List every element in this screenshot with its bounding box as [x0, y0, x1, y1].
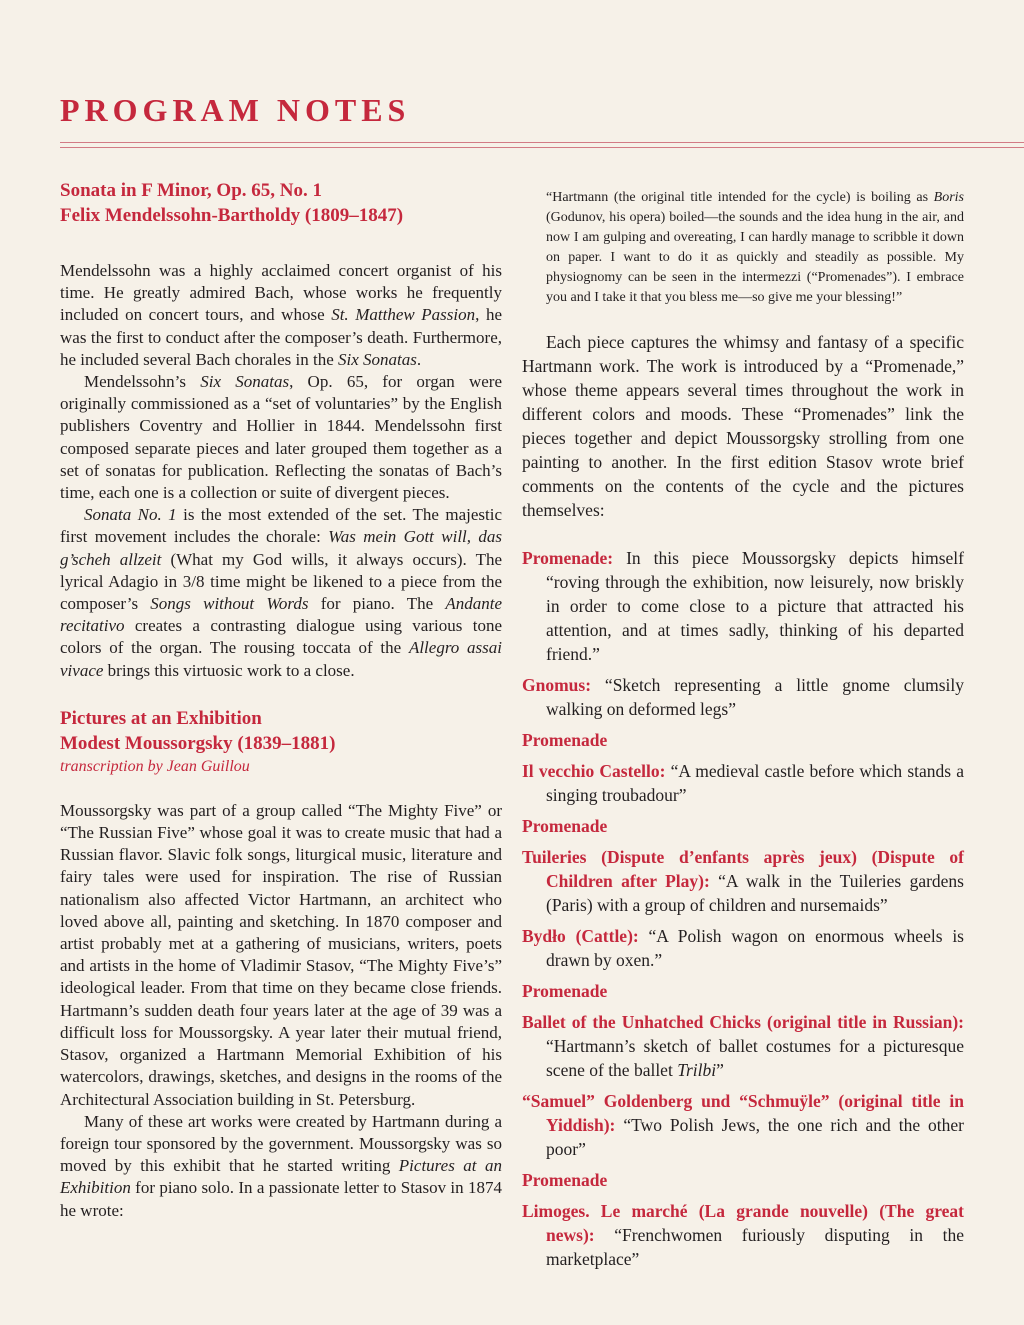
- pictures-intro-paragraph: Each piece captures the whimsy and fantasy of a specific Hartmann work. The work is introduced by a “Promenade,” whose theme appears several times throughout the work in different colors and moods. These “Promenades” link the pieces together and depict Moussorgsky strolling from one painting to another. In the first edition Stasov wrote brief comments on the contents of the cycle and the pictures themselves:: [522, 332, 964, 520]
- entry-gnomus: Gnomus: “Sketch representing a little gnome clumsily walking on deformed legs”: [522, 675, 964, 719]
- work1-paragraph-2: Mendelssohn’s Six Sonatas, Op. 65, for organ were originally commissioned as a “set of voluntaries” by the English publishers Coventry and Hollier in 1844. Mendelssohn first composed separate pieces and later grouped them together as a set of sonatas for publication. Reflecting the sonatas of Bach’s time, each one is a collection or suite of divergent pieces.: [60, 372, 503, 503]
- right-column: [522, 178, 964, 1271]
- promenade-label-4: Promenade: [522, 1170, 608, 1190]
- work1-title: Sonata in F Minor, Op. 65, No. 1: [60, 180, 322, 201]
- entry-promenade: Promenade: In this piece Moussorgsky depicts himself “roving through the exhibition, now leisurely, now briskly in order to come close to a picture that attracted his attention, and at times sadly, thinking of his departed friend.”: [522, 548, 964, 664]
- work2-transcription: transcription by Jean Guillou: [60, 757, 250, 775]
- entry-limoges: Limoges. Le marché (La grande nouvelle) (The great news): “Frenchwomen furiously disputing in the marketplace”: [522, 1201, 964, 1269]
- header-rule-bottom: [60, 147, 1024, 148]
- header-rule-top: [60, 142, 1024, 143]
- entry-tuileries: Tuileries (Dispute d’enfants après jeux) (Dispute of Children after Play): “A walk in the Tuileries gardens (Paris) with a group of children and nursemaids”: [522, 847, 964, 915]
- entry-goldenberg: “Samuel” Goldenberg und “Schmuÿle” (original title in Yiddish): “Two Polish Jews, the one rich and the other poor”: [522, 1091, 964, 1159]
- work2-paragraph-1: Moussorgsky was part of a group called “The Mighty Five” or “The Russian Five” whose goal it was to create music that had a Russian flavor. Slavic folk songs, liturgical music, literature and fairy tales were used for inspiration. The rise of Russian nationalism also affected Victor Hartmann, an architect who loved above all, painting and sketching. In 1870 composer and artist probably met at a gathering of musicians, writers, poets and artists in the home of Vladimir Stasov, “The Mighty Five’s” ideological leader. From that time on they became close friends. Hartmann’s sudden death four years later at the age of 39 was a difficult loss for Moussorgsky. A year later their mutual friend, Stasov, organized a Hartmann Memorial Exhibition of his watercolors, drawings, sketches, and designs in the rooms of the Architectural Association building in St. Petersburg.: [60, 800, 502, 1109]
- work2-composer: Modest Moussorgsky (1839–1881): [60, 732, 336, 754]
- promenade-label-1: Promenade: [522, 730, 608, 750]
- entry-bydlo: Bydło (Cattle): “A Polish wagon on enormous wheels is drawn by oxen.”: [522, 926, 964, 970]
- work2-title: Pictures at an Exhibition: [60, 707, 262, 729]
- left-column: [60, 178, 502, 1222]
- work2-paragraph-2: Many of these art works were created by Hartmann during a foreign tour sponsored by the government. Moussorgsky was so moved by this exhibit that he started writing Pictures at an Exhibition for piano solo. In a passionate letter to Stasov in 1874 he wrote:: [60, 1111, 502, 1220]
- promenade-label-3: Promenade: [522, 981, 608, 1001]
- work1-paragraph-3: Sonata No. 1 is the most extended of the set. The majestic first movement includes the chorale: Was mein Gott will, das g’scheh allzeit (What my God wills, it always occurs). The lyrical Adagio in 3/8 time might be likened to a piece from the composer’s Songs without Words for piano. The Andante recitativo creates a contrasting dialogue using various tone colors of the organ. The rousing toccata of the Allegro assai vivace brings this virtuosic work to a close.: [60, 505, 503, 680]
- work1-paragraph-1: Mendelssohn was a highly acclaimed concert organist of his time. He greatly admired Bach, whose works he frequently included on concert tours, and whose St. Matthew Passion, he was the first to conduct after the composer’s death. Furthermore, he included several Bach chorales in the Six Sonatas.: [60, 261, 502, 369]
- entry-vecchio-castello: Il vecchio Castello: “A medieval castle before which stands a singing troubadour”: [522, 761, 964, 805]
- letter-quote: “Hartmann (the original title intended for the cycle) is boiling as Boris (Godunov, his opera) boiled—the sounds and the idea hung in the air, and now I am gulping and overeating, I can hardly manage to scribble it down on paper. I want to do it as quickly and steadily as possible. My physiognomy can be seen in the intermezzi (“Promenades”). I embrace you and I take it that you bless me—so give me your blessing!”: [546, 190, 964, 305]
- entry-ballet-chicks: Ballet of the Unhatched Chicks (original title in Russian): “Hartmann’s sketch of ballet costumes for a picturesque scene of the ballet Trilbi”: [522, 1012, 964, 1080]
- work1-composer: Felix Mendelssohn-Bartholdy (1809–1847): [60, 205, 404, 226]
- promenade-label-2: Promenade: [522, 816, 608, 836]
- page-title: PROGRAM NOTES: [60, 92, 411, 128]
